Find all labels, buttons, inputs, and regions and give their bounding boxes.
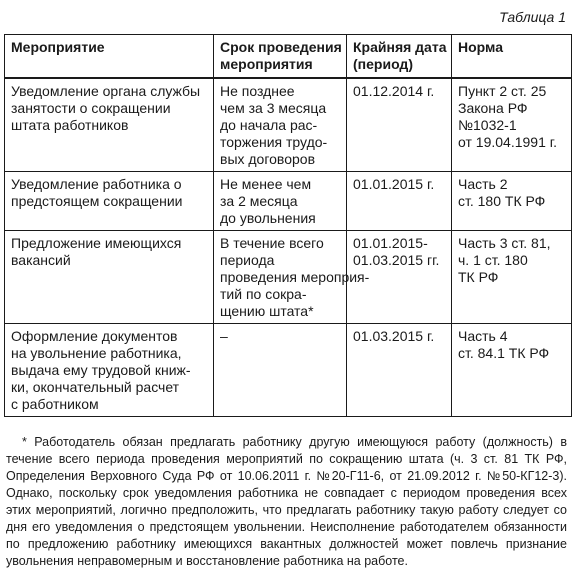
cell-event: Уведомление органа службы занятости о сокращении штата работников: [5, 78, 214, 172]
cell-event: Предложение имеющихся вакансий: [5, 231, 214, 324]
cell-event: Уведомление работника о предстоящем сокращении: [5, 172, 214, 231]
cell-term: Не позднее чем за 3 месяца до начала рас- торжения трудо- вых договоров: [214, 78, 347, 172]
table-row: [5, 231, 572, 324]
cell-term: –: [214, 324, 347, 417]
table-caption: Таблица 1: [499, 9, 566, 25]
cell-term: Не менее чем за 2 месяца до увольнения: [214, 172, 347, 231]
cell-event: Оформление документов на увольнение работника, выдача ему трудовой книж- ки, окончательный расчет с работником: [5, 324, 214, 417]
header-deadline: Крайняя дата (период): [347, 35, 452, 79]
cell-norm: Пункт 2 ст. 25 Закона РФ №1032-1 от 19.04.1991 г.: [452, 78, 572, 172]
header-event: Мероприятие: [5, 35, 214, 79]
cell-norm: Часть 2 ст. 180 ТК РФ: [452, 172, 572, 231]
cell-norm: Часть 3 ст. 81, ч. 1 ст. 180 ТК РФ: [452, 231, 572, 324]
footnote: * Работодатель обязан предлагать работнику другую имеющуюся работу (должность) в течение всего периода проведения мероприятий по сокращению штата (ч. 3 ст. 81 ТК РФ, Определения Верховного Суда РФ от 10.06.2011 г. №20-Г11-6, от 21.09.2012 г. №50-КГ12-3). Однако, поскольку срок уведомления работника не совпадает с периодом проведения всех этих мероприятий, логично предположить, что предлагать работнику такую работу следует со дня его уведомления о предстоящем увольнении. Неисполнение работодателем обязанности по предложению работнику имеющихся вакантных должностей может повлечь признание увольнения неправомерным и восстановление работника на работе.: [6, 435, 567, 568]
table-header-row: [5, 35, 572, 79]
table-row: [5, 172, 572, 231]
table-row: [5, 324, 572, 417]
cell-term: В течение всего периода проведения мероприя- тий по сокра- щению штата*: [214, 231, 347, 324]
header-term: Срок проведения мероприятия: [214, 35, 347, 79]
cell-deadline: 01.12.2014 г.: [347, 78, 452, 172]
cell-deadline: 01.01.2015 г.: [347, 172, 452, 231]
cell-deadline: 01.03.2015 г.: [347, 324, 452, 417]
header-norm: Норма: [452, 35, 572, 79]
cell-deadline: 01.01.2015- 01.03.2015 гг.: [347, 231, 452, 324]
cell-norm: Часть 4 ст. 84.1 ТК РФ: [452, 324, 572, 417]
layoff-schedule-table: [4, 34, 572, 417]
table-row: [5, 78, 572, 172]
